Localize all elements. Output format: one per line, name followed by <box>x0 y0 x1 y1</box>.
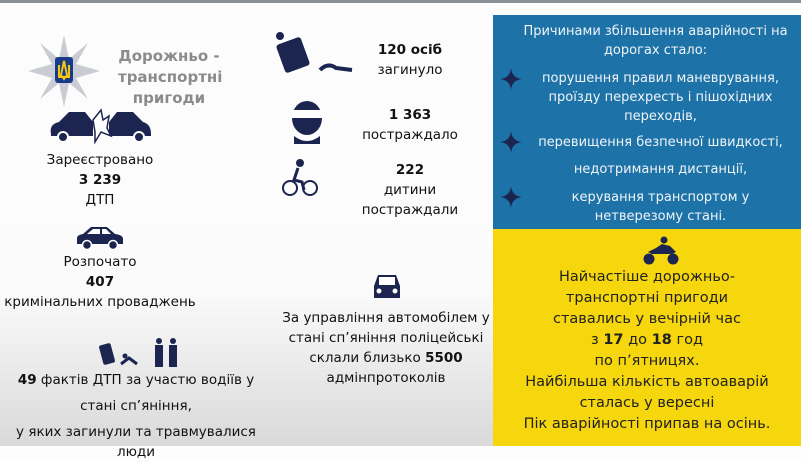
facts-from: з <box>591 332 599 348</box>
children-label1: дитини <box>383 182 437 198</box>
star-bullet-icon <box>500 68 522 90</box>
cause-1-line1: порушення правил маневрування, <box>542 71 779 86</box>
overturned-car-icon <box>268 30 354 78</box>
top-bar <box>0 0 801 3</box>
car-collision-icon <box>47 108 155 144</box>
drunk-text3: у яких загинули та травмувалися люди <box>16 424 256 460</box>
cause-item-4 <box>520 188 801 226</box>
drunk-accident-icon <box>95 336 185 368</box>
facts-hour-start: 17 <box>603 332 624 348</box>
cause-item-2: перевищення безпечної швидкості, <box>538 135 783 150</box>
injured-label: постраждало <box>362 127 458 143</box>
causes-heading-line1: Причинами збільшення аварійності на <box>523 24 788 39</box>
criminal-label: Розпочато <box>63 254 137 270</box>
registered-value: 3 239 <box>78 172 122 188</box>
cause-4-line2: нетверезому стані. <box>594 209 727 224</box>
injured-head-icon <box>288 100 326 144</box>
car-icon <box>75 226 125 250</box>
cause-item-3: недотримання дистанції, <box>573 162 748 177</box>
children-label2: постраждали <box>361 202 459 218</box>
drunk-block <box>0 370 272 462</box>
facts-to: до <box>628 332 648 348</box>
facts-line4 <box>493 330 801 351</box>
registered-label: Зареєстровано <box>46 152 154 168</box>
criminal-unit: кримінальних проваджень <box>4 294 196 310</box>
children-block <box>360 160 460 220</box>
drunk-text2: стані сп’яніння, <box>80 398 192 414</box>
registered-unit: ДТП <box>85 192 115 208</box>
killed-label: загинуло <box>377 62 443 78</box>
police-star-emblem <box>28 35 100 107</box>
motorcycle-icon <box>642 236 680 266</box>
car-front-icon <box>370 272 404 302</box>
facts-line7: сталась у вересні <box>579 395 715 411</box>
protocols-value: 5500 <box>425 350 463 366</box>
protocols-block <box>280 308 492 388</box>
killed-block <box>360 40 460 80</box>
star-bullet-icon <box>500 131 522 153</box>
registered-block <box>0 150 200 210</box>
facts-hour-end: 18 <box>651 332 672 348</box>
drunk-value: 49 <box>17 372 37 388</box>
protocols-line1: За управління автомобілем у <box>282 310 490 326</box>
drunk-text1: фактів ДТП за участю водіїв у <box>40 372 255 388</box>
causes-heading-line2: дорогах стало: <box>603 43 708 58</box>
facts-line8: Пік аварійності припав на осінь. <box>523 416 771 432</box>
protocols-line3: склали близько <box>309 350 421 366</box>
child-cyclist-icon <box>282 158 318 198</box>
facts-line2: транспортні пригоди <box>565 290 729 306</box>
cause-1-line3: переходів, <box>624 109 697 124</box>
criminal-value: 407 <box>85 274 115 290</box>
cause-4-line1: керування транспортом у <box>571 190 750 205</box>
facts-line6: Найбільша кількість автоаварій <box>525 374 769 390</box>
injured-value: 1 363 <box>388 107 432 123</box>
cause-1-line2: проїзду перехресть і пішохідних <box>548 90 773 105</box>
cause-item-1 <box>520 69 801 126</box>
killed-value: 120 осіб <box>377 42 443 58</box>
page-title: Дорожньо - транспортні пригоди <box>118 47 223 107</box>
star-bullet-icon <box>500 186 522 208</box>
children-value: 222 <box>395 162 425 178</box>
facts-line1: Найчастіше дорожньо- <box>558 269 736 285</box>
facts-line3: ставались у вечірній час <box>553 311 741 327</box>
causes-heading <box>510 22 801 60</box>
protocols-line4: адмінпротоколів <box>326 370 446 386</box>
facts-line5: по п’ятницях. <box>594 353 700 369</box>
injured-block <box>360 105 460 145</box>
facts-hours-unit: год <box>676 332 703 348</box>
criminal-block <box>0 252 200 312</box>
protocols-line2: стані сп’яніння поліцейські <box>288 330 484 346</box>
